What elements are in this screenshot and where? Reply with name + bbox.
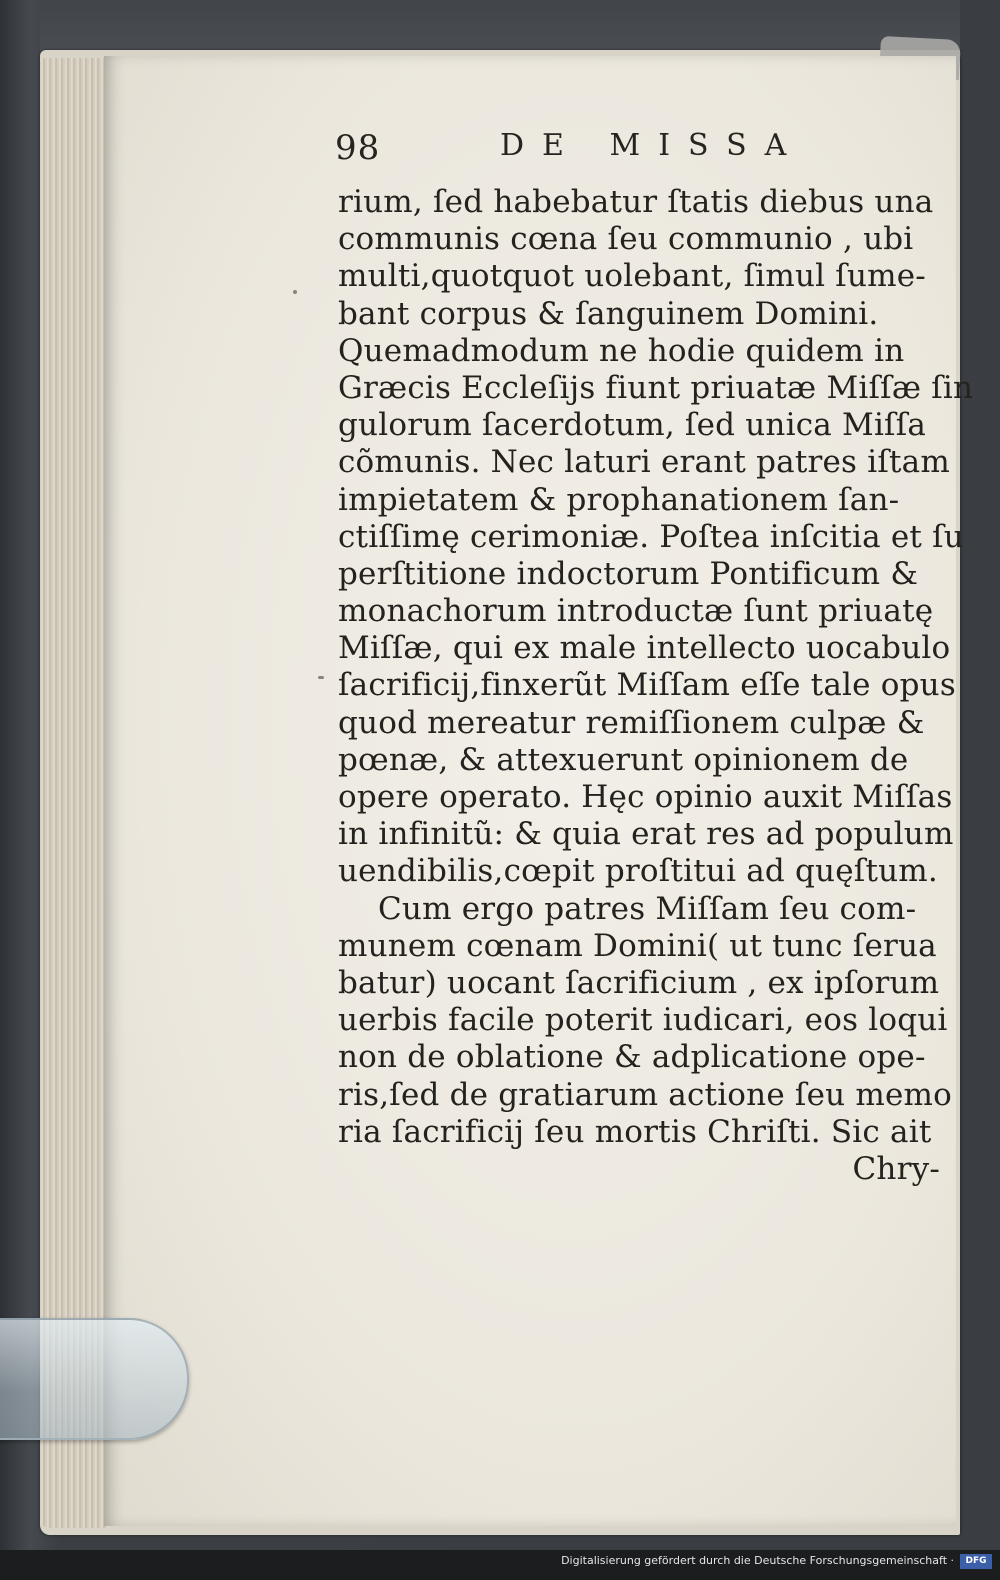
book-top-edge [40,0,960,52]
text-line: ctiſſimę cerimoniæ. Poſtea inſcitia et ſu [338,518,964,555]
text-line: ſacrificij,finxerũt Miſſam eſſe tale opus [338,667,956,704]
text-line: monachorum introductæ ſunt priuatę [338,593,934,630]
digitization-credit: Digitalisierung gefördert durch die Deutsche Forschungsgemeinschaft · [561,1554,954,1567]
text-line: Græcis Eccleſijs fiunt priuatæ Miſſæ ſin [338,369,974,406]
dfg-logo: DFG [960,1554,992,1569]
catchword: Chry- [852,1150,940,1187]
text-line: rium, ſed habebatur ſtatis diebus una [338,184,934,220]
page-number: 98 [335,128,381,168]
text-line: uendibilis,cœpit proſtitui ad quęſtum. [338,853,938,890]
margin-mark [293,290,297,294]
text-line: bant corpus & ſanguinem Domini. [338,295,879,332]
text-line: impietatem & prophanationem ſan- [338,481,900,518]
text-line: cõmunis. Nec laturi erant patres iſtam [338,444,950,481]
text-line: ris,ſed de gratiarum actione ſeu memo [338,1076,952,1113]
text-line: munem cœnam Domini( ut tunc ſerua [338,927,937,964]
running-header [335,128,955,178]
margin-mark [318,676,324,679]
text-line: quod mereatur remiſſionem culpæ & [338,704,925,741]
text-block [338,184,974,1188]
text-line: in infinitũ: & quia erat res ad populum [338,816,954,853]
text-line: communis cœna ſeu communio , ubi [338,221,914,258]
text-line: gulorum ſacerdotum, ſed unica Miſſa [338,407,927,444]
text-line: multi,quotquot uolebant, ſimul ſume- [338,258,926,295]
text-line: Miſſæ, qui ex male intellecto uocabulo [338,630,951,667]
text-line: pœnæ, & attexuerunt opinionem de [338,741,909,778]
text-line-paragraph-start: Cum ergo patres Miſſam ſeu com- [378,890,917,927]
text-line: Quemadmodum ne hodie quidem in [338,332,905,369]
page-edges [40,58,108,1528]
text-line: opere operato. Hęc opinio auxit Miſſas [338,779,953,815]
text-line: non de oblatione & adplicatione ope- [338,1039,926,1076]
text-line: perſtitione indoctorum Pontificum & [338,555,919,592]
running-title: DE MISSA [500,128,805,163]
page-clip [0,1318,189,1440]
text-line: ria ſacrificij ſeu mortis Chriſti. Sic ait [338,1113,932,1150]
text-line: batur) uocant ſacrificium , ex ipſorum [338,964,940,1001]
text-line: uerbis facile poterit iudicari, eos loqui [338,1002,948,1039]
